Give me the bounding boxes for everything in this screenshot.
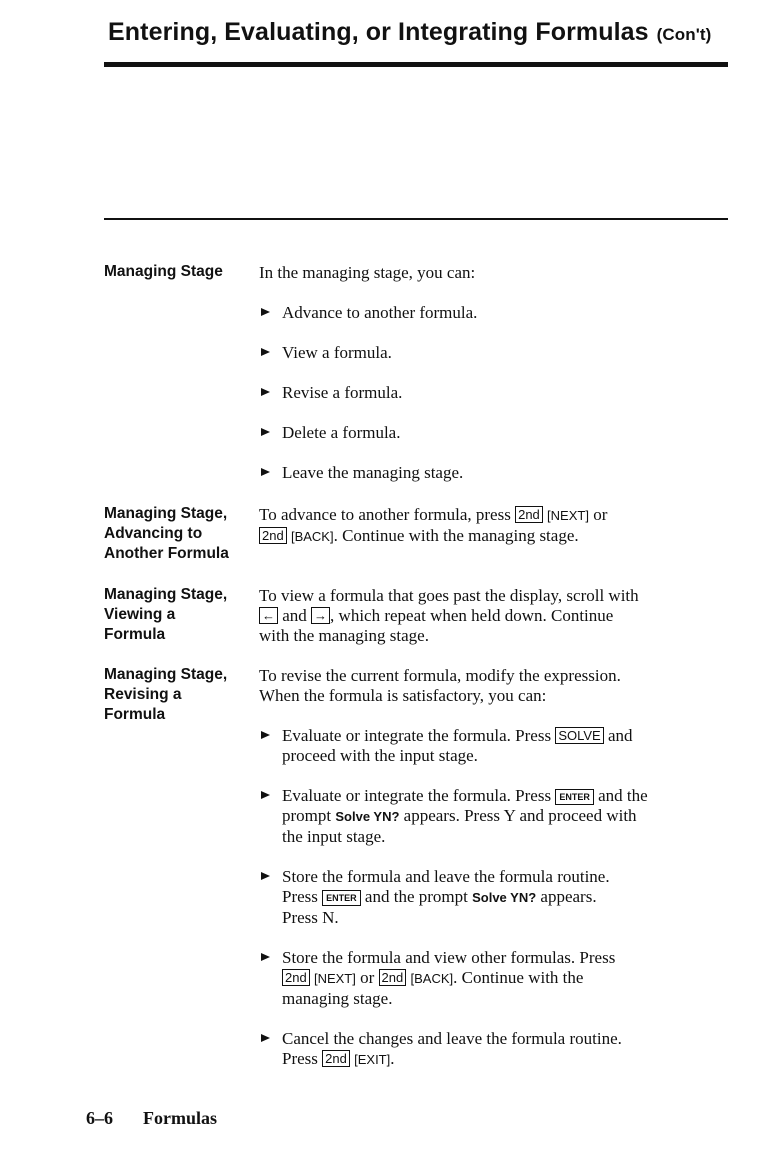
section-rule — [104, 218, 728, 220]
title-continued: (Con't) — [656, 25, 712, 44]
bullet-item: Advance to another formula. — [259, 303, 729, 323]
right-arrow-key-icon: → — [311, 607, 330, 624]
key-enter: ENTER — [555, 789, 594, 805]
bullet-arrow-icon — [261, 348, 270, 356]
advancing-text: To advance to another formula, press 2nd [NEXT] or 2nd [BACK]. Continue with the managing stage. — [259, 505, 608, 545]
bullet-item: Evaluate or integrate the formula. Press ENTER and the prompt Solve YN? appears. Press Y and proceed with the input stage. — [259, 786, 729, 847]
key-2nd: 2nd — [259, 527, 287, 544]
key-enter: ENTER — [322, 890, 361, 906]
key-2nd: 2nd — [379, 969, 407, 986]
bullet-item: View a formula. — [259, 343, 729, 363]
footer-section: Formulas — [143, 1108, 217, 1128]
bullet-arrow-icon — [261, 731, 270, 739]
key-solve: SOLVE — [555, 727, 603, 744]
display-prompt: Solve YN? — [472, 890, 537, 905]
bullet-item: Evaluate or integrate the formula. Press SOLVE and proceed with the input stage. — [259, 726, 729, 766]
bullet-arrow-icon — [261, 428, 270, 436]
bullet-item: Delete a formula. — [259, 423, 729, 443]
key-2nd: 2nd — [515, 506, 543, 523]
managing-stage-text — [259, 263, 729, 483]
bullet-arrow-icon — [261, 1034, 270, 1042]
bullet-arrow-icon — [261, 953, 270, 961]
label-viewing: Managing Stage, Viewing a Formula — [104, 586, 228, 643]
bullet-arrow-icon — [261, 872, 270, 880]
viewing-text: To view a formula that goes past the display, scroll with ← and → , which repeat when held down. Continue with the managing stage. — [259, 586, 639, 645]
revising-text: To revise the current formula, modify the expression. When the formula is satisfactory, you can: Evaluate or integrate the formula. Press SOLVE and proceed with the input stage. Evaluate or integrate the formula. Press ENTER and the prompt Solve YN? appears. Press Y and proceed with the input stage. Store the formula and leave the formula routine. Press ENTER and the prompt Solve YN? appears. Press N. Store the formula and view other formulas. Press 2nd [NEXT] or 2nd [BACK]. Continue with the managing stage. Cancel the changes and leave the formula routine. Press 2nd [EXIT]. — [259, 666, 729, 1070]
bullet-item: Store the formula and leave the formula routine. Press ENTER and the prompt Solve YN? appears. Press N. — [259, 867, 729, 928]
bullet-arrow-icon — [261, 308, 270, 316]
header-rule — [104, 62, 728, 67]
bullet-item: Cancel the changes and leave the formula routine. Press 2nd [EXIT]. — [259, 1029, 729, 1070]
key-2nd: 2nd — [282, 969, 310, 986]
bullet-item: Leave the managing stage. — [259, 463, 729, 483]
title-text: Entering, Evaluating, or Integrating Formulas — [108, 18, 649, 46]
bullet-item: Store the formula and view other formulas. Press 2nd [NEXT] or 2nd [BACK]. Continue with the managing stage. — [259, 948, 729, 1009]
page-footer — [86, 1108, 217, 1129]
left-arrow-key-icon: ← — [259, 607, 278, 624]
label-revising: Managing Stage, Revising a Formula — [104, 666, 228, 723]
bullet-arrow-icon — [261, 791, 270, 799]
page-number: 6–6 — [86, 1108, 113, 1128]
bullet-arrow-icon — [261, 388, 270, 396]
key-2nd: 2nd — [322, 1050, 350, 1067]
managing-intro: In the managing stage, you can: — [259, 263, 476, 282]
page-title — [108, 18, 711, 47]
label-advancing: Managing Stage, Advancing to Another Formula — [104, 505, 229, 562]
bullet-item: Revise a formula. — [259, 383, 729, 403]
label-managing-stage: Managing Stage — [104, 263, 223, 280]
bullet-arrow-icon — [261, 468, 270, 476]
display-prompt: Solve YN? — [335, 809, 400, 824]
